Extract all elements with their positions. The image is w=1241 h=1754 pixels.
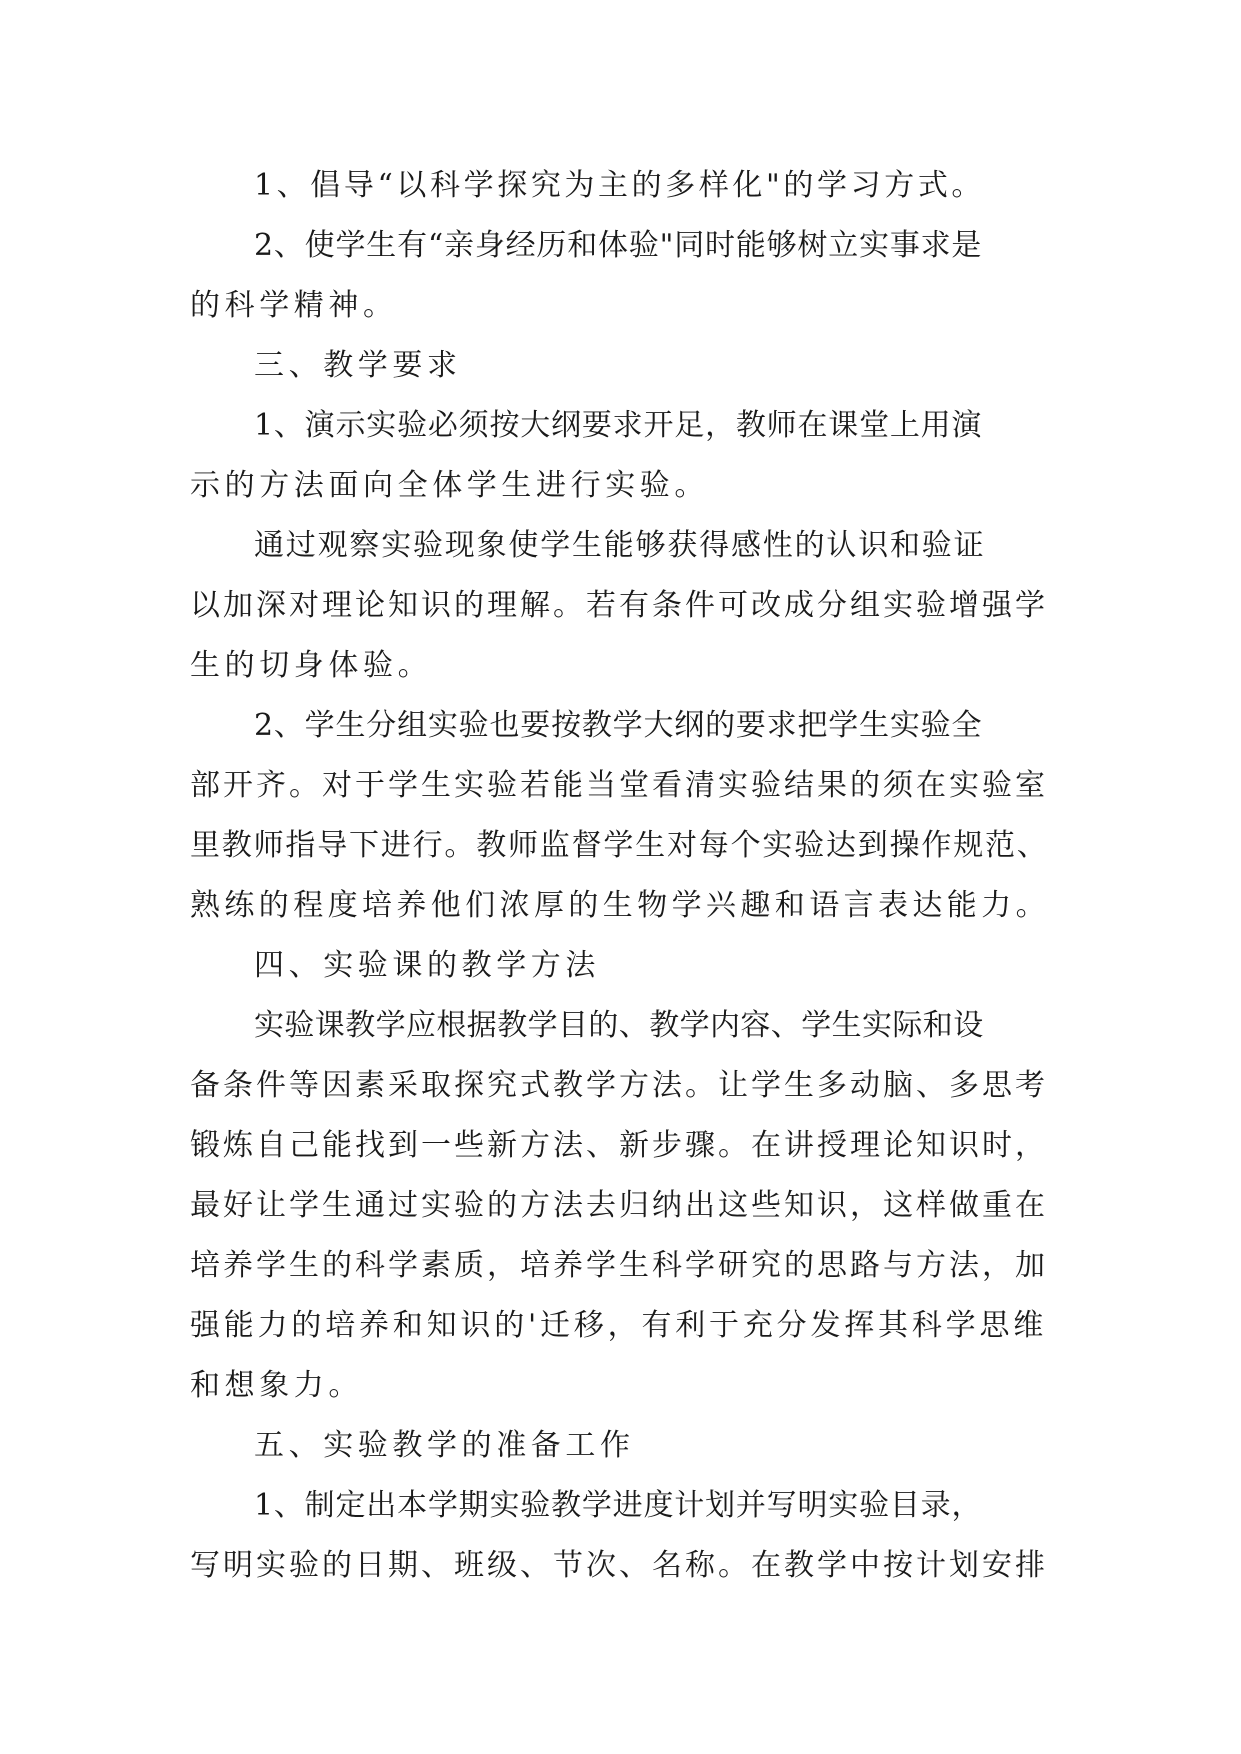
text-line-7: 通过观察实验现象使学生能够获得感性的认识和验证: [254, 528, 986, 563]
text-line-21: 和想象力。: [190, 1368, 363, 1403]
text-line-3: 的科学精神。: [190, 288, 398, 323]
text-line-17: 锻炼自己能找到一些新方法、新步骤。在讲授理论知识时，: [190, 1128, 1048, 1163]
text-line-2: 2、使学生有“亲身经历和体验"同时能够树立实事求是: [254, 228, 983, 263]
text-line-1: 1、倡导“以科学探究为主的多样化"的学习方式。: [254, 168, 986, 203]
text-line-12: 里教师指导下进行。教师监督学生对每个实验达到操作规范、: [190, 828, 1049, 863]
text-line-16: 备条件等因素采取探究式教学方法。让学生多动脑、多思考: [190, 1068, 1048, 1103]
text-line-6: 示的方法面向全体学生进行实验。: [190, 468, 709, 503]
text-line-9: 生的切身体验。: [190, 648, 433, 683]
text-line-10: 2、学生分组实验也要按教学大纲的要求把学生实验全: [254, 708, 983, 743]
text-line-19: 培养学生的科学素质，培养学生科学研究的思路与方法，加: [190, 1248, 1048, 1283]
section-heading-5: 五、实验教学的准备工作: [254, 1428, 635, 1463]
text-line-11: 部开齐。对于学生实验若能当堂看清实验结果的须在实验室: [190, 768, 1048, 803]
text-line-18: 最好让学生通过实验的方法去归纳出这些知识，这样做重在: [190, 1188, 1048, 1223]
text-line-5: 1、演示实验必须按大纲要求开足，教师在课堂上用演: [254, 408, 983, 443]
text-line-15: 实验课教学应根据教学目的、教学内容、学生实际和设: [254, 1008, 984, 1043]
text-line-23: 1、制定出本学期实验教学进度计划并写明实验目录，: [254, 1488, 983, 1523]
text-line-24: 写明实验的日期、班级、节次、名称。在教学中按计划安排: [190, 1548, 1048, 1583]
document-body: [190, 156, 1050, 1596]
section-heading-3: 三、教学要求: [254, 348, 462, 383]
section-heading-4: 四、实验课的教学方法: [254, 948, 600, 983]
text-line-13: 熟练的程度培养他们浓厚的生物学兴趣和语言表达能力。: [190, 888, 1050, 923]
text-line-8: 以加深对理论知识的理解。若有条件可改成分组实验增强学: [190, 588, 1048, 623]
text-line-20: 强能力的培养和知识的'迁移，有利于充分发挥其科学思维: [190, 1308, 1048, 1343]
